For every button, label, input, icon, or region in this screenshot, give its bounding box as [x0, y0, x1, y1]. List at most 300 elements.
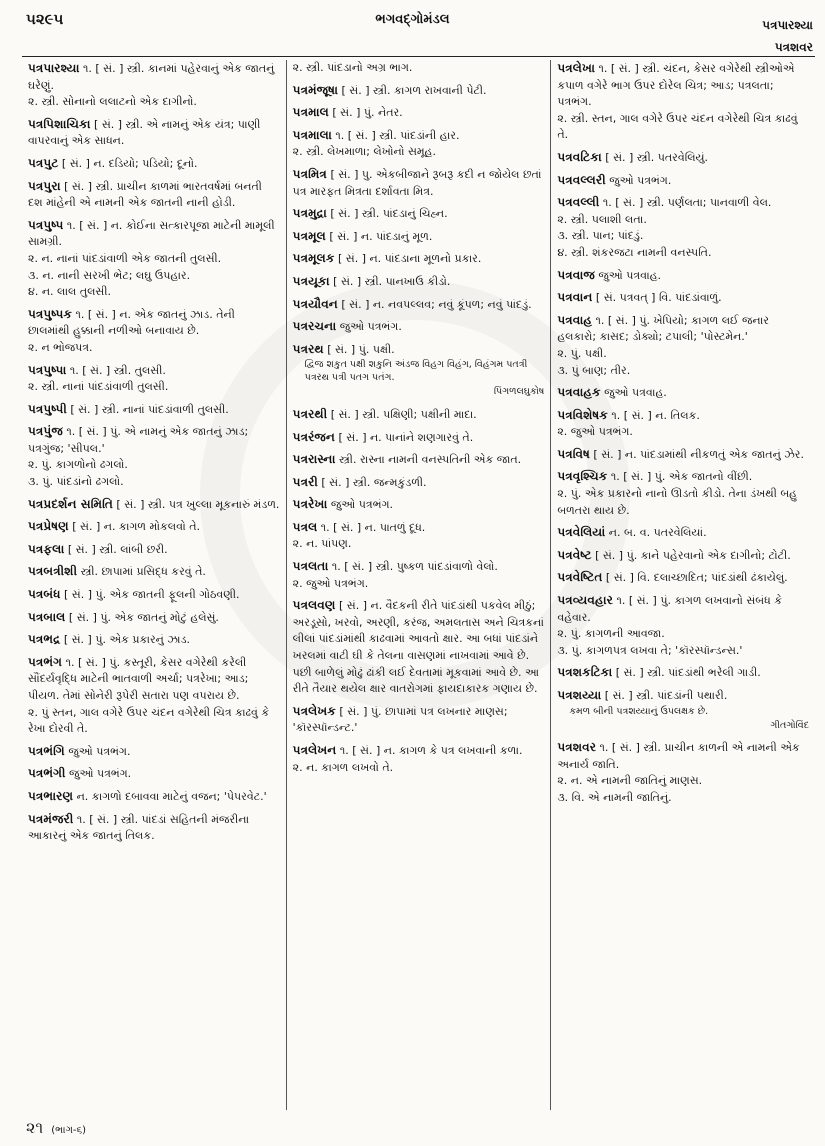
dictionary-entry	[557, 468, 809, 519]
entry-definition	[293, 166, 545, 200]
definition-text: જુઓ પત્રવાહ.	[604, 386, 667, 400]
entry-definition	[557, 643, 809, 660]
entry-definition	[557, 524, 809, 542]
definition-text: જુઓ પત્રભંગ.	[339, 320, 402, 334]
entry-definition	[293, 558, 545, 576]
entry-definition	[28, 340, 280, 357]
entry-definition	[293, 273, 545, 291]
dictionary-entry	[557, 149, 809, 167]
entry-definition	[557, 363, 809, 380]
entry-headword: પત્રલેખક	[292, 703, 336, 718]
definition-text: જુઓ પત્રભંગ.	[609, 173, 672, 187]
dictionary-entry	[557, 547, 809, 565]
entry-definition	[28, 362, 280, 380]
dictionary-entry	[557, 194, 809, 261]
entry-headword: પત્રપારશ્યા	[28, 61, 80, 75]
entry-definition	[28, 306, 280, 340]
definition-text: જુઓ પત્રભંગ.	[330, 498, 394, 512]
entry-definition	[557, 687, 809, 705]
definition-text: [ સં. પત્રવત્ ] વિ. પાંદડાંવાળું.	[595, 291, 722, 305]
entry-definition	[28, 811, 280, 845]
dictionary-entry	[293, 60, 545, 77]
entry-definition	[557, 172, 809, 190]
definition-text: [ સં. ] સ્ત્રી. પાનખાઉ કીડો.	[333, 274, 451, 288]
definition-text: ૩. પું. કાગળપત્ર લખવા તે; 'કૉરસ્પૉન્ડન્સ.'	[557, 643, 743, 657]
quotation-source: પિંગળલઘુકોષ	[493, 386, 545, 398]
entry-definition	[293, 205, 545, 223]
dictionary-entry	[557, 267, 809, 285]
entry-headword: પત્રપુષ્પક	[28, 306, 72, 321]
entry-definition	[293, 144, 545, 161]
entry-headword: પત્રરથી	[292, 406, 328, 421]
definition-text: [ સં. ] પું. કાને પહેરવાનો એક દાગીનો; ટોટી.	[595, 548, 791, 562]
definition-text: [ સં. ] પુ. એકબીજાને રૂબરૂ કદી ન જોયેલ છતાં પત્ર મારફત મિત્રતા દર્શાવતા મિત્ર.	[292, 167, 542, 198]
entry-headword: પત્રભંગિ	[28, 743, 65, 758]
dictionary-entry	[293, 597, 545, 698]
entry-definition	[293, 250, 545, 268]
entry-definition	[28, 586, 280, 604]
entry-headword: પત્રબંધ	[28, 587, 61, 602]
dictionary-entry	[557, 739, 809, 806]
definition-text: સ્ત્રી. છાપામાં પ્રસિદ્ધ કરવું તે.	[80, 565, 206, 579]
dictionary-entry	[557, 384, 809, 402]
dictionary-entry	[557, 524, 809, 542]
definition-text: [ સં. ] ન. પાંદડાના મૂળનો પ્રકાર.	[338, 252, 482, 266]
definition-text: ન. બ. વ. પતરવેલિયાં.	[608, 526, 707, 540]
entry-headword: પત્રલેખા	[557, 61, 595, 75]
entry-definition	[28, 155, 280, 173]
dictionary-entry	[293, 474, 545, 492]
definition-text: ૨. ન. એ નામની જાતિનું માણસ.	[557, 774, 703, 788]
dictionary-entry	[293, 341, 545, 401]
entry-headword: પત્રલ	[292, 519, 318, 534]
definition-text: [ સં. ] પું. એક જાતનું મોટું હલેસું.	[68, 610, 219, 624]
definition-text: ૧. [ સં. ] સ્ત્રી. તુલસી.	[69, 363, 166, 377]
entry-definition	[293, 703, 545, 737]
dictionary-entry	[557, 687, 809, 734]
dictionary-entry	[28, 563, 280, 581]
column-2	[286, 60, 551, 1110]
definition-text: ૧. [ સં. ] સ્ત્રી. કાનમાં પહેરવાનું એક જાતનું ઘરેણું.	[28, 62, 275, 92]
dictionary-entry	[293, 742, 545, 776]
definition-text: સ્ત્રી. રાસ્ના નામની વનસ્પતિની એક જાત.	[338, 453, 522, 467]
entry-definition	[293, 760, 545, 777]
definition-text: ૨. સ્ત્રી. પલાશી લતા.	[557, 212, 647, 226]
dictionary-entry	[28, 362, 280, 396]
definition-text: [ સં. ] સ્ત્રી. પાંદડાનું ચિહ્ન.	[330, 207, 448, 221]
definition-text: [ સં. ] પું. છાપામાં પત્ર લખનાર માણસ; 'કૉરસ્પૉન્ડન્ટ.'	[292, 704, 508, 735]
dictionary-entry	[557, 312, 809, 379]
entry-definition	[557, 547, 809, 565]
entry-definition	[557, 111, 809, 144]
entry-headword: પત્રવાન	[557, 290, 593, 305]
dictionary-entry	[293, 429, 545, 447]
entry-headword: પત્રરથ	[292, 341, 324, 356]
entry-headword: પત્રરી	[292, 474, 318, 489]
definition-text: [ સં. ] સ્ત્રી. પતરવેલિયું.	[605, 150, 709, 164]
entry-headword: પત્રરેખા	[292, 497, 328, 512]
dictionary-entry	[557, 569, 809, 587]
definition-text: [ સં. ] સ્ત્રી. લાંબી છરી.	[67, 542, 168, 556]
definition-text: ૩. પું. પાંદડાંનો ઢગલો.	[28, 475, 124, 489]
definition-text: ૧. [ સં. ] ન. કોઈના સત્કારપૂજા માટેની મામૂલી સામગ્રી.	[28, 218, 275, 249]
entry-headword: પત્રવલ્લરી	[557, 172, 606, 187]
definition-text: ૧. [ સં. ] ન. એક જાતનું ઝાડ. તેની છાલમાંથી હુક્કાની નળીઓ બનાવાય છે.	[28, 307, 235, 338]
definition-text: [ સં. ] પું. પક્ષી.	[327, 342, 395, 356]
dictionary-entry	[293, 406, 545, 424]
entry-definition	[293, 429, 545, 447]
entry-headword: પત્રવૃશ્ચિક	[557, 469, 608, 484]
entry-headword: પત્રપ્રદર્શન સમિતિ	[28, 496, 113, 511]
entry-headword: પત્રવિશેષક	[557, 407, 608, 422]
entry-definition	[557, 384, 809, 402]
entry-definition	[293, 318, 545, 336]
definition-text: ૪. સ્ત્રી. શંકરજટા નામની વનસ્પતિ.	[557, 245, 712, 259]
entry-headword: પત્રવેલિયાં	[557, 525, 606, 540]
dictionary-entry	[293, 496, 545, 514]
entry-headword: પત્રમૂલ	[292, 228, 326, 243]
entry-definition	[557, 267, 809, 285]
entry-definition	[557, 592, 809, 626]
entry-definition	[293, 597, 545, 698]
entry-definition	[557, 149, 809, 167]
dictionary-entry	[28, 631, 280, 649]
entry-definition	[28, 631, 280, 649]
dictionary-entry	[293, 296, 545, 314]
entry-headword: પત્રફલા	[28, 541, 65, 556]
guide-word-first: પત્રપારશ્યા	[762, 18, 813, 32]
dictionary-entry	[293, 250, 545, 268]
entry-definition	[293, 296, 545, 314]
entry-headword: પત્રવ્યવહાર	[557, 593, 613, 608]
definition-text: ૩. વિ. એ નામની જાતિનું.	[557, 790, 672, 804]
entry-definition	[28, 60, 280, 94]
entry-headword: પત્રવટિકા	[557, 149, 602, 164]
dictionary-entry	[28, 811, 280, 845]
definition-text: ૨. સ્ત્રી. સોનાનો લલાટનો એક દાગીનો.	[28, 95, 197, 109]
entry-headword: પત્રમાલા	[292, 127, 332, 142]
entry-headword: પત્રભદ્ર	[28, 632, 61, 647]
entry-definition	[28, 217, 280, 251]
entry-definition	[28, 474, 280, 491]
entry-headword: પત્રયૂકા	[292, 273, 330, 288]
definition-text: ૨. ન. કાગળ લખવો તે.	[292, 760, 394, 774]
dictionary-entry	[293, 127, 545, 161]
entry-definition	[293, 228, 545, 246]
dictionary-entry	[293, 519, 545, 553]
definition-text: ન. કાગળો દબાવવા માટેનું વજન; 'પેપરવેટ.'	[76, 789, 267, 803]
entry-definition	[557, 739, 809, 773]
entry-definition	[557, 212, 809, 229]
dictionary-entry	[293, 451, 545, 469]
definition-text: [ સં. ] ન. નવપલ્લવ; નવું કૂંપળ; નવું પાંદડું.	[341, 297, 532, 311]
guide-word-last: પત્રશવર	[774, 40, 813, 54]
definition-text: ૧. [ સં. ] સ્ત્રી. પ્રાચીન કાળની એ નામની એક અનાર્ય જાતિ.	[557, 741, 800, 771]
definition-text: [ સં. ] પું. એક પ્રકારનું ઝાડ.	[63, 633, 191, 647]
entry-definition	[293, 742, 545, 760]
entry-definition	[557, 194, 809, 212]
definition-text: ૨. જુઓ પત્રભંગ.	[292, 576, 369, 590]
entry-headword: પત્રપુષ્પ	[28, 217, 64, 232]
definition-text: ૨. પું. કાગળોનો ઢગલો.	[28, 458, 128, 472]
entry-definition	[557, 424, 809, 441]
entry-headword: પત્રબાલ	[28, 609, 66, 624]
definition-text: [ સં. ] પું. એક જાતની ફૂલની ગોઠવણી.	[64, 588, 240, 602]
definition-text: ૧. [ સં. ] સ્ત્રી. પુષ્કળ પાંદડાંવાળો વેલો.	[331, 560, 498, 574]
dictionary-entry	[557, 592, 809, 659]
definition-text: [ સં. ] સ્ત્રી. પ્રાચીન કાળમાં ભારતવર્ષમાં બનતી દશ માંહેની એ નામની એક જાતની નાની હોડી.	[28, 179, 262, 210]
dictionary-entry	[557, 407, 809, 441]
entry-definition	[293, 576, 545, 593]
entry-headword: પત્રમિત્ર	[292, 166, 327, 181]
entry-definition	[293, 451, 545, 469]
entry-definition	[28, 743, 280, 761]
entry-definition	[557, 468, 809, 486]
entry-definition	[293, 406, 545, 424]
dictionary-entry	[28, 609, 280, 627]
dictionary-entry	[28, 155, 280, 173]
entry-definition	[557, 569, 809, 587]
dictionary-entry	[28, 518, 280, 536]
definition-text: ૨. સ્ત્રી. નાનાં પાંદડાંવાળી તુલસી.	[28, 380, 169, 394]
dictionary-entry	[293, 703, 545, 737]
header-rule	[22, 56, 815, 57]
dictionary-columns	[22, 60, 815, 1110]
entry-headword: પત્રલેખન	[292, 743, 337, 757]
definition-text: [ સં. ] સ્ત્રી. એ નામનું એક યંત્ર; પાણી વાપરવાનું એક સાધન.	[28, 117, 261, 148]
entry-headword: પત્રમંજૂષા	[292, 82, 339, 97]
footer-number: ૨૧	[26, 1118, 44, 1137]
entry-headword: પત્રપુષ્પા	[28, 362, 67, 377]
definition-text: ૨. ન. પાંપણ.	[292, 537, 352, 551]
entry-quotation: કમળ બીની પત્રશય્યાનું ઉપલક્ષક છે.	[569, 705, 709, 717]
footer-volume: (ભાગ-૬)	[51, 1125, 86, 1136]
entry-headword: પત્રબત્રીશી	[28, 564, 78, 579]
definition-text: [ સં. ] સ્ત્રી. પાંદડાંથી ભરેલી ગાડી.	[615, 666, 761, 680]
definition-text: ૧. [ સં. ] ન. તિલક.	[611, 408, 700, 422]
entry-definition	[28, 563, 280, 581]
definition-text: [ સં. ] સ્ત્રી. નાનાં પાંદડાંવાળી તુલસી.	[70, 402, 229, 416]
definition-text: ૧. [ સં. ] સ્ત્રી. પર્ણલતા; પાનવાળી વેલ.	[602, 196, 772, 210]
quotation-source: ગીતગોવિંદ	[770, 719, 810, 731]
guide-words	[762, 14, 813, 58]
definition-text: ૪. ન. લાલ તુલસી.	[28, 285, 111, 299]
dictionary-entry	[293, 166, 545, 200]
definition-text: ૨. પું. કાગળની આવજા.	[557, 627, 665, 641]
entry-definition	[28, 541, 280, 559]
entry-definition	[557, 289, 809, 307]
definition-text: ૧. [ સં. ] પું. ખેપિયો; કાગળ લઈ જનાર હલકારો; કાસદ; ડોક્યો; ટપાલી; 'પોસ્ટમેન.'	[557, 313, 769, 344]
column-3	[550, 60, 815, 1110]
entry-definition	[293, 536, 545, 553]
definition-text: ૧. [ સં. ] પું. એ નામનું એક જાતનું ઝાડ; પત્રગુંજ; 'સીપલ.'	[28, 425, 249, 455]
entry-headword: પત્રવાહ	[557, 312, 592, 327]
entry-definition	[28, 116, 280, 150]
definition-text: ૩. સ્ત્રી. પાન; પાંદડું.	[557, 229, 644, 243]
entry-headword: પત્રવિષ	[557, 446, 590, 461]
dictionary-entry	[557, 172, 809, 190]
entry-headword: પત્રલતા	[292, 559, 329, 574]
definition-text: [ સં. ] પું. નેતર.	[332, 106, 403, 120]
entry-definition	[557, 407, 809, 425]
entry-definition	[28, 457, 280, 474]
entry-definition	[293, 341, 545, 359]
definition-text: ૨. પું સ્તન, ગાલ વગેરે ઉપર ચંદન વગેરેથી ચિત્ર કાઢવું કે રેખા દોરવી તે.	[28, 705, 270, 736]
entry-headword: પત્રભંગી	[28, 766, 66, 781]
dictionary-entry	[293, 104, 545, 122]
dictionary-entry	[28, 788, 280, 806]
definition-text: [ સં. ] સ્ત્રી. જન્મકુંડળી.	[321, 475, 427, 489]
dictionary-entry	[28, 496, 280, 514]
entry-headword: પત્રશકટિકા	[557, 665, 613, 680]
dictionary-entry	[28, 401, 280, 419]
dictionary-entry	[557, 289, 809, 307]
entry-headword: પત્રપુષ્પી	[28, 401, 67, 416]
definition-text: ૧. [ સં. ] પું. કાગળ લખવાનો સંબંધ કે વહેવાર.	[557, 594, 782, 624]
definition-text: ૨. ન ભોજપત્ર.	[28, 340, 93, 354]
definition-text: ૧. [ સં. ] સ્ત્રી. ચંદન, કેસર વગેરેથી સ્ત્રીઓએ કપાળ વગેરે ભાગ ઉપર દોરેલ ચિત્ર; આડ; પત્રલતા; પત્રભંગ.	[557, 62, 795, 109]
definition-text: ૩. ન. નાની સરખી ભેટ; લઘુ ઉપહાર.	[28, 268, 191, 282]
entry-headword: પત્રમુદ્રા	[292, 206, 327, 221]
entry-headword: પત્રવલ્લી	[557, 195, 600, 210]
entry-definition	[28, 765, 280, 783]
entry-definition	[28, 496, 280, 514]
entry-headword: પત્રયૌવન	[292, 296, 338, 311]
entry-headword: પત્રરાસ્ના	[292, 452, 336, 467]
definition-text: [ સં. ] ન. પાંદડામાંથી નીકળતું એક જાતનું ઝેર.	[593, 447, 804, 461]
entry-definition	[557, 312, 809, 346]
entry-headword: પત્રવાજ	[557, 267, 595, 282]
entry-headword: પત્રલવણ	[292, 598, 336, 613]
entry-definition	[293, 519, 545, 537]
entry-headword: પત્રવેષ્ટિત	[557, 570, 603, 585]
entry-definition	[28, 268, 280, 285]
entry-headword: પત્રપુટ	[28, 155, 59, 170]
dictionary-entry	[28, 423, 280, 490]
definition-text: [ સં. ] ન. કાગળ મોકલવો તે.	[72, 520, 200, 534]
entry-definition	[557, 790, 809, 807]
definition-text: ૨. સ્ત્રી. સ્તન, ગાલ વગેરે ઉપર ચંદન વગેરેથી ચિત્ર કાઢવું તે.	[557, 111, 798, 142]
definition-text: ૧. [ સં. ] ન. પાતળું દૂધ.	[320, 520, 426, 534]
entry-definition	[293, 474, 545, 492]
dictionary-entry	[28, 541, 280, 559]
entry-definition	[28, 705, 280, 738]
entry-definition	[28, 178, 280, 212]
entry-definition	[293, 104, 545, 122]
definition-text: ૨. જુઓ પત્રભંગ.	[557, 425, 633, 439]
entry-definition	[557, 446, 809, 464]
definition-text: ૧. [ સં. ] પું. એક જાતનો વીંછી.	[610, 470, 753, 484]
entry-headword: પત્રવેષ્ટ	[557, 547, 592, 562]
entry-definition	[28, 609, 280, 627]
definition-text: ૧. [ સં. ] સ્ત્રી. પાંદડાંની હાર.	[335, 128, 460, 142]
entry-definition	[28, 401, 280, 419]
dictionary-entry	[293, 318, 545, 336]
definition-text: ૧. [ સં. ] ન. કાગળ કે પત્ર લખવાની કળા.	[339, 744, 523, 757]
definition-text: [ સં. ] વિ. દલાચ્છાદિત; પાંદડાંથી ઢંકાયેલું.	[605, 571, 788, 585]
definition-text: ૩. પું બાણ; તીર.	[557, 363, 631, 377]
dictionary-entry	[28, 178, 280, 212]
entry-headword: પત્રપ્રેષણ	[28, 519, 69, 534]
entry-definition	[293, 127, 545, 145]
book-title: ભગવદ્ગોમંડલ	[375, 12, 450, 27]
dictionary-entry	[293, 82, 545, 100]
definition-text: જુઓ પત્રભંગ.	[69, 767, 132, 781]
definition-text: [ સં. ] સ્ત્રી. પાંદડાંની પથારી.	[604, 689, 728, 702]
entry-definition	[557, 626, 809, 643]
entry-definition	[28, 379, 280, 396]
definition-text: ૨. પું. પક્ષી.	[557, 346, 607, 360]
dictionary-entry	[28, 586, 280, 604]
entry-definition	[557, 228, 809, 245]
definition-text: ૧. [ સં. ] પું. કસ્તૂરી, કેસર વગેરેથી કરેલી સૌંદર્યવૃદ્ધિ માટેની ભાતવાળી અર્ચા; પત્રરેખા; આડ; પીયળ. તેમાં સોનેરી રૂપેરી સતારા પણ વપરાય છે.	[28, 655, 249, 702]
definition-text: ૨. સ્ત્રી. લેખમાળા; લેખોનો સમૂહ.	[292, 145, 436, 159]
definition-text: [ સં. ] ન. પાંદડાનું મૂળ.	[329, 229, 433, 243]
entry-definition	[293, 496, 545, 514]
entry-definition	[557, 60, 809, 111]
entry-headword: પત્રશય્યા	[557, 688, 602, 702]
entry-headword: પત્રપુરા	[28, 178, 61, 193]
definition-text: ૧. [ સં. ] સ્ત્રી. પાંદડાં સહિતની મંજરીના આકારનું એક જાતનું તિલક.	[28, 812, 250, 843]
entry-definition	[293, 60, 545, 77]
entry-headword: પત્રમાલ	[292, 105, 329, 120]
definition-text: [ સં. ] ન. દડિયો; પડિયો; દૂનો.	[61, 156, 198, 170]
definition-text: [ સં. ] ન. વૈદકની રીતે પાંદડાંથી પકવેલ મીઠું; અરડૂસો, ખરવો, અરણી, કરંજ, અમલતાસ અને ચિત્રકનાં લીલાં પાંદડાંમાંથી કાઢવામાં આવતો ક્ષાર. આ બધાં પાંદડાંને ખરલમાં વાટી ઘી કે તેલના વાસણમાં નાખવામાં આવે છે. પછી બાળેલું મોઢું ઢાંકી લઈ દેવતામાં મૂકવામાં આવે છે. આ રીતે તૈયાર થયેલ ક્ષાર વાતરોગમાં ફાયદાકારક ગણાય છે.	[292, 599, 544, 696]
dictionary-entry	[28, 217, 280, 301]
definition-text: જુઓ પત્રવાહ.	[598, 268, 662, 282]
entry-headword: પત્રશવર	[557, 740, 597, 755]
page-footer	[26, 1118, 86, 1138]
definition-text: [ સં. ] સ્ત્રી. પત્ર ખુલ્લા મૂકનારું મંડળ.	[116, 497, 280, 511]
entry-headword: પત્રરંજન	[292, 429, 335, 444]
entry-definition	[28, 251, 280, 268]
dictionary-entry	[28, 743, 280, 761]
entry-definition	[293, 82, 545, 100]
entry-headword: પત્રમૂલક	[292, 251, 335, 266]
entry-headword: પત્રમંજરી	[28, 811, 74, 826]
dictionary-entry	[28, 654, 280, 738]
entry-definition	[28, 654, 280, 705]
dictionary-entry	[293, 273, 545, 291]
definition-text: [ સં. ] ન. પાનાંને શણગારવું તે.	[338, 430, 474, 444]
definition-text: જુઓ પત્રભંગ.	[68, 744, 131, 758]
definition-text: [ સં. ] સ્ત્રી. કાગળ રાખવાની પેટી.	[341, 83, 487, 97]
definition-text: ૨. ન. નાનાં પાંદડાંવાળી એક જાતની તુલસી.	[28, 251, 222, 265]
page-number: ૫૨૯૫	[26, 10, 64, 28]
column-1	[22, 60, 286, 1110]
entry-headword: પત્રપિશાચિકા	[28, 116, 91, 131]
entry-definition	[557, 664, 809, 682]
dictionary-entry	[293, 228, 545, 246]
dictionary-entry	[293, 205, 545, 223]
dictionary-entry	[28, 60, 280, 111]
definition-text: ૨. સ્ત્રી. પાંદડાનો અગ્ર ભાગ.	[292, 61, 413, 74]
entry-headword: પત્રભારણ	[28, 788, 74, 803]
entry-definition	[557, 486, 809, 519]
dictionary-entry	[293, 558, 545, 592]
dictionary-entry	[557, 60, 809, 144]
entry-headword: પત્રરચના	[292, 319, 337, 334]
entry-headword: પત્રપુંજ	[28, 424, 63, 439]
entry-definition	[28, 423, 280, 457]
dictionary-entry	[28, 306, 280, 357]
entry-headword: પત્રવાહક	[557, 385, 601, 400]
entry-definition	[28, 284, 280, 301]
dictionary-entry	[28, 765, 280, 783]
entry-definition	[28, 518, 280, 536]
dictionary-entry	[557, 446, 809, 464]
entry-quotation: દ્વિજ શકુત પક્ષી શકુનિ અંડજ વિહગ વિહંગ, વિહંગમ પતત્રી પત્રરથ પત્રી પતગ પતંગ.	[304, 359, 528, 384]
